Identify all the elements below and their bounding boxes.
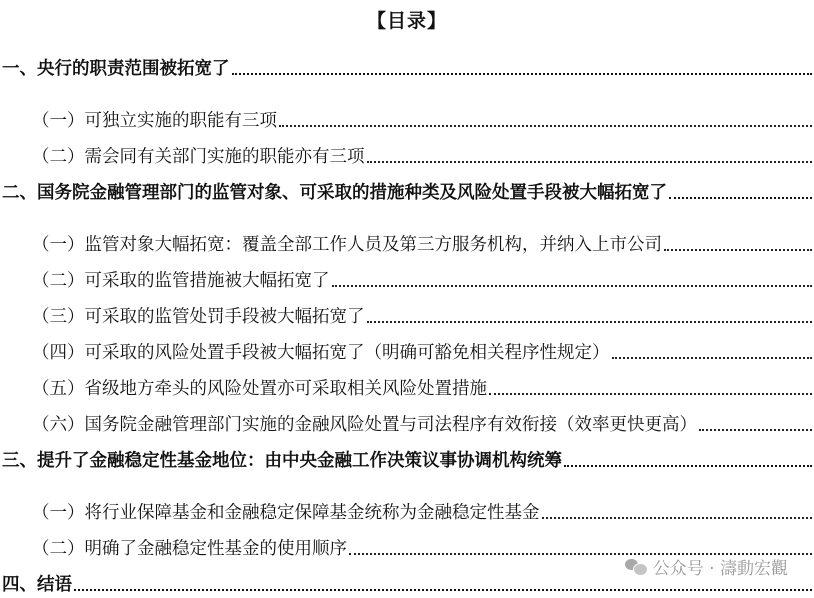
toc-entry-text: （一）监管对象大幅拓宽：覆盖全部工作人员及第三方服务机构，并纳入上市公司 — [32, 235, 662, 255]
toc-subsection-entry[interactable] — [0, 232, 814, 256]
toc-subsection-entry[interactable] — [0, 376, 814, 400]
dot-leader — [74, 588, 812, 591]
dot-leader — [669, 196, 812, 199]
toc-entry-text: （二）可采取的监管措施被大幅拓宽了 — [32, 271, 330, 291]
toc-entry-text: （三）可采取的监管处罚手段被大幅拓宽了 — [32, 307, 365, 327]
toc-entry-text: 三、提升了金融稳定性基金地位：由中央金融工作决策议事协调机构统筹 — [2, 451, 562, 471]
watermark — [625, 554, 788, 578]
watermark-text: 公众号 · 濤動宏觀 — [652, 558, 788, 579]
toc-entry-text: （一）可独立实施的职能有三项 — [32, 111, 277, 131]
dot-leader — [664, 248, 812, 251]
dot-leader — [489, 392, 812, 395]
dot-leader — [367, 320, 813, 323]
toc-entry-text: （六）国务院金融管理部门实施的金融风险处置与司法程序有效衔接（效率更快更高） — [32, 415, 697, 435]
dot-leader — [367, 160, 813, 163]
dot-leader — [279, 124, 812, 127]
toc-entry-text: 四、结语 — [2, 575, 72, 595]
dot-leader — [232, 72, 813, 75]
toc-entry-text: 一、央行的职责范围被拓宽了 — [2, 59, 230, 79]
toc-entry-text: （四）可采取的风险处置手段被大幅拓宽了（明确可豁免相关程序性规定） — [32, 343, 610, 363]
toc-entry-text: （二）需会同有关部门实施的职能亦有三项 — [32, 147, 365, 167]
dot-leader — [542, 516, 813, 519]
toc-entry-text: （二）明确了金融稳定性基金的使用顺序 — [32, 539, 347, 559]
toc-subsection-entry[interactable] — [0, 412, 814, 436]
toc-entry-text: （一）将行业保障基金和金融稳定保障基金统称为金融稳定性基金 — [32, 503, 540, 523]
toc-title: 【目录】 — [366, 10, 447, 32]
toc-entry-text: 二、国务院金融管理部门的监管对象、可采取的措施种类及风险处置手段被大幅拓宽了 — [2, 183, 667, 203]
dot-leader — [699, 428, 812, 431]
dot-leader — [564, 464, 812, 467]
toc-subsection-entry[interactable] — [0, 268, 814, 292]
toc-section-entry[interactable] — [0, 56, 814, 80]
toc-subsection-entry[interactable] — [0, 144, 814, 168]
dot-leader — [332, 284, 813, 287]
toc-entry-text: （五）省级地方牵头的风险处置亦可采取相关风险处置措施 — [32, 379, 487, 399]
toc-section-entry[interactable] — [0, 180, 814, 204]
toc-subsection-entry[interactable] — [0, 108, 814, 132]
toc-subsection-entry[interactable] — [0, 500, 814, 524]
dot-leader — [612, 356, 813, 359]
toc-subsection-entry[interactable] — [0, 340, 814, 364]
toc-section-entry[interactable] — [0, 448, 814, 472]
toc-subsection-entry[interactable] — [0, 304, 814, 328]
wechat-icon — [625, 557, 647, 575]
